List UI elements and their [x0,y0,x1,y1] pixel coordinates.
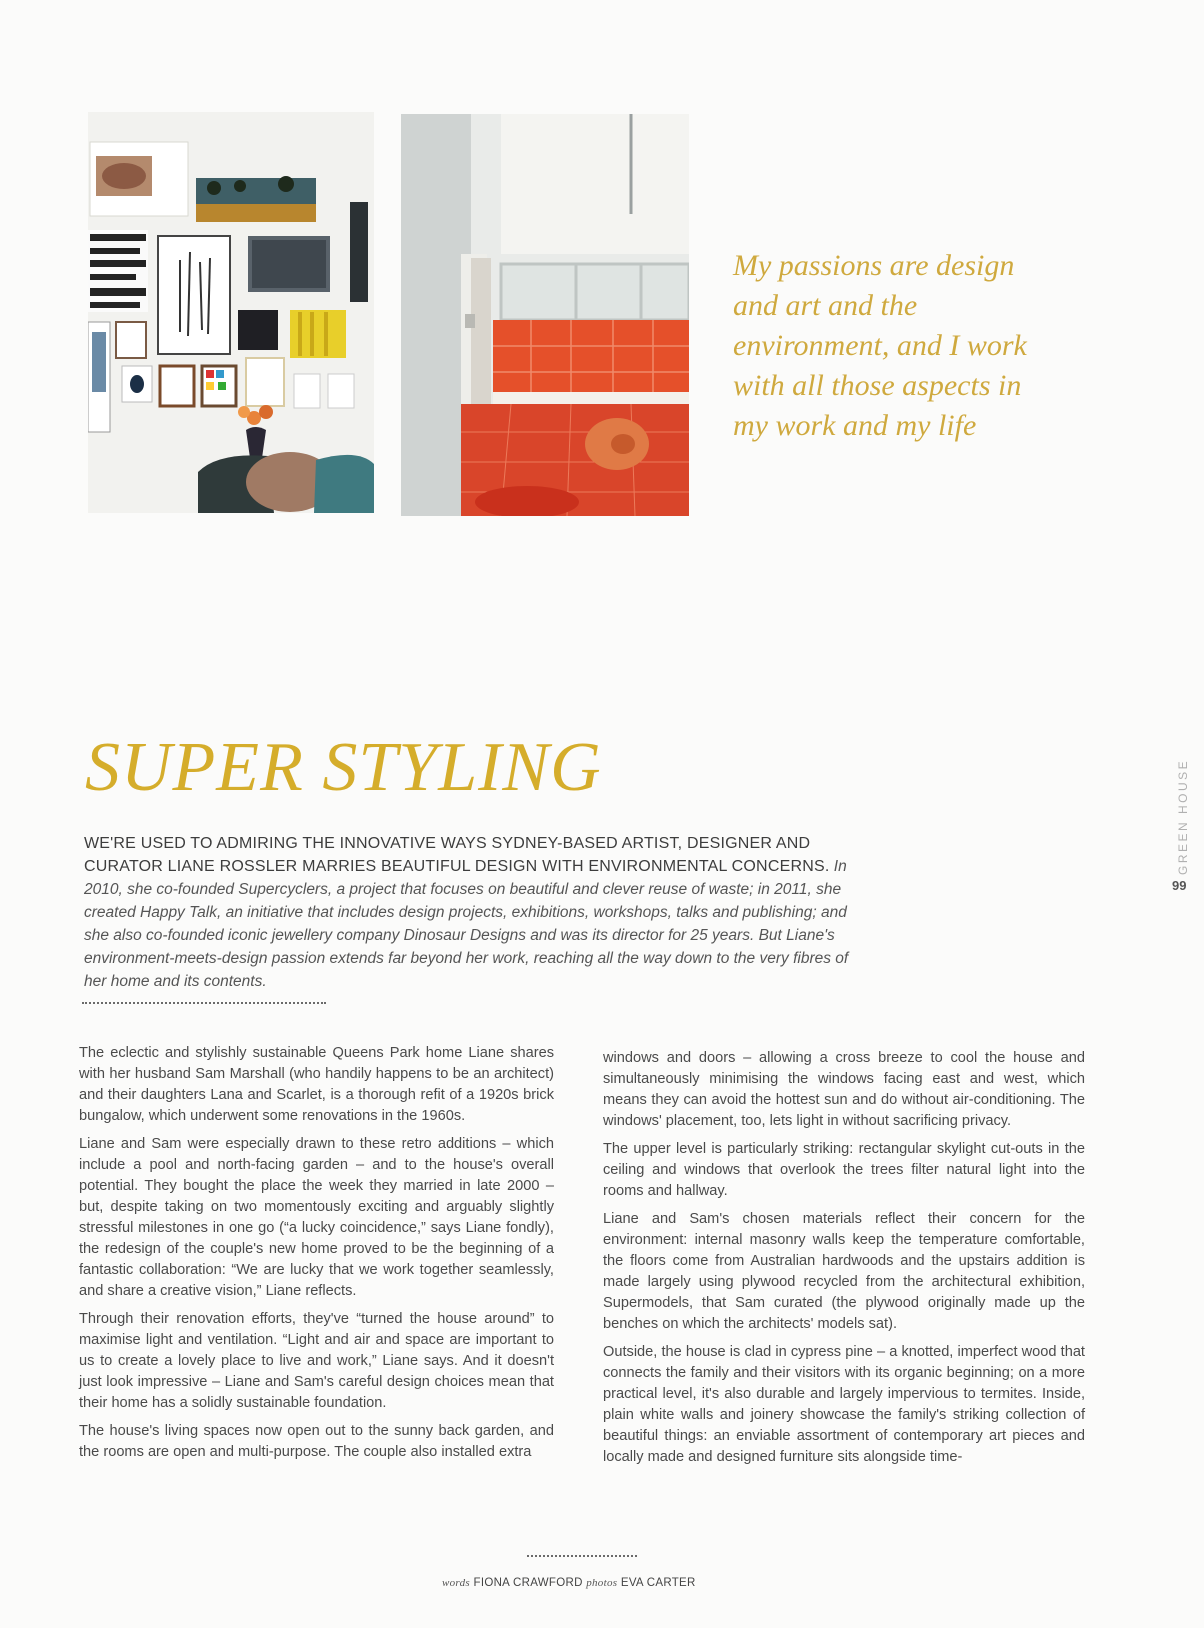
body-column-right [603,1048,1085,1475]
body-paragraph: Liane and Sam's chosen materials reflect their concern for the environment: internal masonry walls keep the temperature comfortable, the floors come from Australian hardwoods and the upstairs addition is made largely using plywood recycled from the architectural exhibition, Supermodels, that Sam curated (the plywood originally made up the benches on which the architects' models sat). [603,1211,1085,1332]
bathroom-photo [401,114,689,516]
body-paragraph: The eclectic and stylishly sustainable Queens Park home Liane shares with her husband Sam Marshall (who handily happens to be an architect) and their daughters Lana and Scarlet, is a thorough refit of a 1920s brick bungalow, which underwent some renovations in the 1960s. [79,1045,554,1124]
writer-name: FIONA CRAWFORD [473,1577,583,1589]
pull-quote: My passions are design and art and the environment, and I work with all those aspects in my work and my life [733,249,1027,442]
gallery-wall-photo [88,112,374,513]
article-title: SUPER STYLING [85,729,602,806]
photographer-name: EVA CARTER [620,1577,696,1589]
words-label: words [442,1577,470,1589]
body-paragraph: The house's living spaces now open out to the sunny back garden, and the rooms are open and multi-purpose. The couple also installed extra [79,1423,554,1460]
body-paragraph: windows and doors – allowing a cross breeze to cool the house and simultaneously minimising the windows facing east and west, which means they can avoid the hottest sun and do without air-conditioning. The windows' placement, too, lets light in without sacrificing privacy. [603,1050,1085,1129]
body-paragraph: The upper level is particularly striking: rectangular skylight cut-outs in the ceiling and windows that overlook the trees filter natural light into the rooms and hallway. [603,1141,1085,1199]
page-number: 99 [1172,878,1187,893]
body-paragraph: Liane and Sam were especially drawn to these retro additions – which include a pool and north-facing garden – and to the house's overall potential. They bought the place the week they married in late 2000 – but, despite taking on two momentously exciting and arguably slightly stressful milestones in one go (“a lucky coincidence,” says Liane fondly), the redesign of the couple's new home proved to be the beginning of a fantastic collaboration: “We are lucky that we work together seamlessly, and share a creative vision,” Liane reflects. [79,1136,554,1299]
body-paragraph: Outside, the house is clad in cypress pine – a knotted, imperfect wood that connects the family and their visitors with its organic beginning; on a more practical level, it's also durable and largely impervious to termites. Inside, plain white walls and joinery showcase the family's striking collection of beautiful things: an enviable assortment of contemporary art pieces and locally made and designed furniture sits alongside time- [603,1344,1085,1465]
photos-label: photos [586,1577,618,1589]
standfirst-body: In 2010, she co-founded Supercyclers, a project that focuses on beautiful and clever reuse of waste; in 2011, she created Happy Talk, an initiative that includes design projects, exhibitions, workshops, talks and publishing; and she also co-founded iconic jewellery company Dinosaur Designs and was its director for 25 years. But Liane's environment-meets-design passion extends far beyond her work, reaching all the way down to the very fibres of her home and its contents. [84,858,849,990]
credit-divider [527,1555,637,1557]
standfirst [84,832,864,993]
body-paragraph: Through their renovation efforts, they've “turned the house around” to maximise light and ventilation. “Light and air and space are important to us to create a lovely place to live and work,” Liane says. And it doesn't just look impressive – Liane and Sam's careful design choices mean that their home has a solidly sustainable foundation. [79,1311,554,1411]
credits [442,1577,696,1589]
section-label: GREEN HOUSE [1176,758,1190,875]
body-column-left [79,1043,554,1470]
standfirst-lead: WE'RE USED TO ADMIRING THE INNOVATIVE WAYS SYDNEY-BASED ARTIST, DESIGNER AND CURATOR LIANE ROSSLER MARRIES BEAUTIFUL DESIGN WITH ENVIRONMENTAL CONCERNS. [84,835,830,875]
dotted-divider [82,1002,326,1006]
